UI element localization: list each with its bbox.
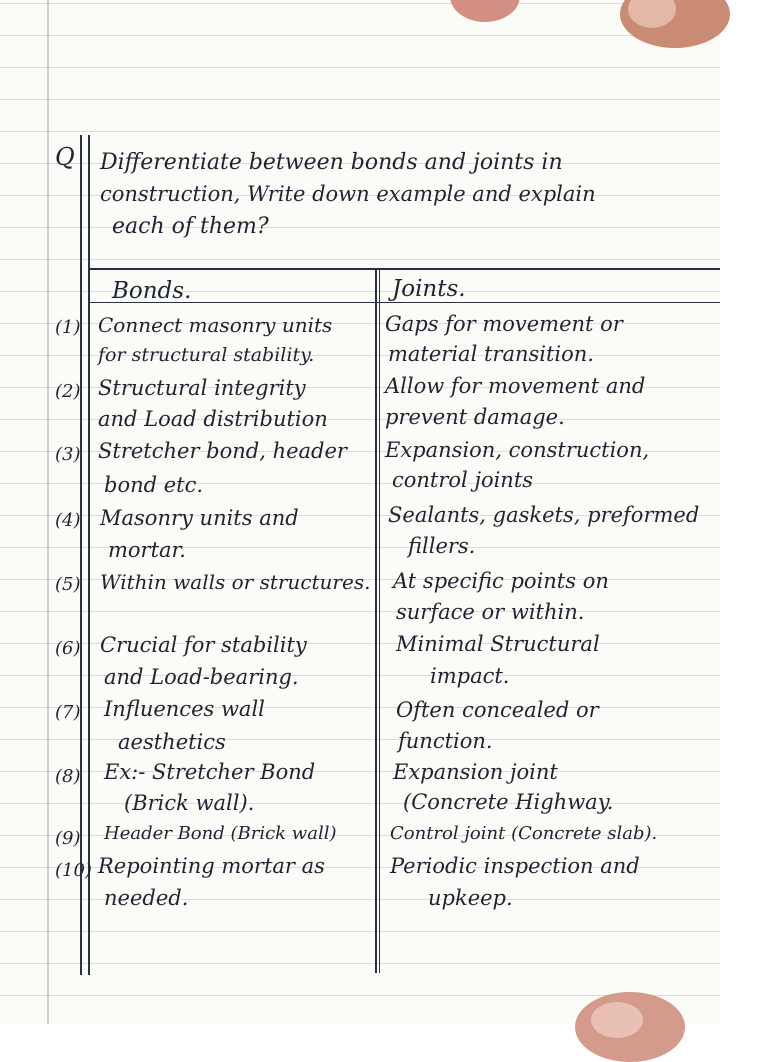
question-marker: Q [55, 143, 75, 171]
joint-text: Allow for movement and [385, 374, 646, 398]
finger-bottom [575, 992, 685, 1062]
joint-text: fillers. [408, 534, 476, 558]
bond-text: aesthetics [118, 730, 226, 754]
left-border-line-inner [88, 135, 90, 975]
joint-text: Sealants, gaskets, preformed [388, 503, 700, 527]
joint-text: Expansion, construction, [385, 438, 650, 462]
question-line-1: Differentiate between bonds and joints in [100, 150, 563, 175]
joint-text: material transition. [388, 342, 594, 366]
question-line-3: each of them? [112, 214, 269, 239]
bond-text: and Load-bearing. [104, 665, 299, 689]
row-number: (7) [55, 702, 81, 723]
row-number: (10) [55, 860, 92, 881]
joint-text: Control joint (Concrete slab). [390, 823, 658, 844]
row-number: (4) [55, 510, 81, 531]
joint-text: function. [398, 729, 493, 753]
bond-text: Repointing mortar as [98, 854, 325, 878]
bond-text: mortar. [108, 538, 186, 562]
bond-text: bond etc. [104, 473, 204, 497]
bond-text: for structural stability. [98, 344, 315, 366]
joint-text: prevent damage. [385, 405, 565, 429]
header-bonds: Bonds. [112, 278, 192, 304]
joint-text: Periodic inspection and [390, 854, 640, 878]
joint-text: impact. [430, 664, 510, 688]
joint-text: Often concealed or [396, 698, 599, 722]
bond-text: Structural integrity [98, 376, 306, 400]
bond-text: Within walls or structures. [100, 570, 371, 594]
row-number: (2) [55, 381, 81, 402]
joint-text: control joints [392, 468, 534, 492]
bond-text: Header Bond (Brick wall) [104, 823, 337, 844]
joint-text: surface or within. [396, 600, 585, 624]
bond-text: (Brick wall). [124, 791, 255, 815]
row-number: (1) [55, 317, 81, 338]
joint-text: At specific points on [393, 569, 609, 593]
joint-text: (Concrete Highway. [403, 790, 614, 814]
finger-top-right [620, 0, 730, 48]
bond-text: Ex:- Stretcher Bond [104, 760, 316, 784]
finger-top-left [450, 0, 520, 22]
header-joints: Joints. [392, 276, 466, 302]
joint-text: Expansion joint [393, 760, 558, 784]
joint-text: Gaps for movement or [385, 312, 623, 336]
bond-text: Masonry units and [100, 506, 299, 530]
question-line-2: construction, Write down example and explain [100, 182, 596, 206]
row-number: (6) [55, 638, 81, 659]
bond-text: Connect masonry units [98, 313, 333, 337]
row-number: (8) [55, 766, 81, 787]
column-divider-inner [379, 268, 380, 973]
bond-text: Stretcher bond, header [98, 439, 347, 463]
joint-text: Minimal Structural [396, 632, 600, 656]
table-top-rule [88, 268, 720, 270]
page-edge [720, 0, 768, 1024]
left-border-line [80, 135, 82, 975]
row-number: (9) [55, 828, 81, 849]
bond-text: and Load distribution [98, 407, 328, 431]
joint-text: upkeep. [428, 886, 513, 910]
row-number: (5) [55, 574, 81, 595]
bond-text: needed. [104, 886, 189, 910]
page-margin-line [47, 0, 49, 1024]
bond-text: Crucial for stability [100, 633, 307, 657]
row-number: (3) [55, 444, 81, 465]
column-divider [375, 268, 377, 973]
bond-text: Influences wall [104, 697, 265, 721]
